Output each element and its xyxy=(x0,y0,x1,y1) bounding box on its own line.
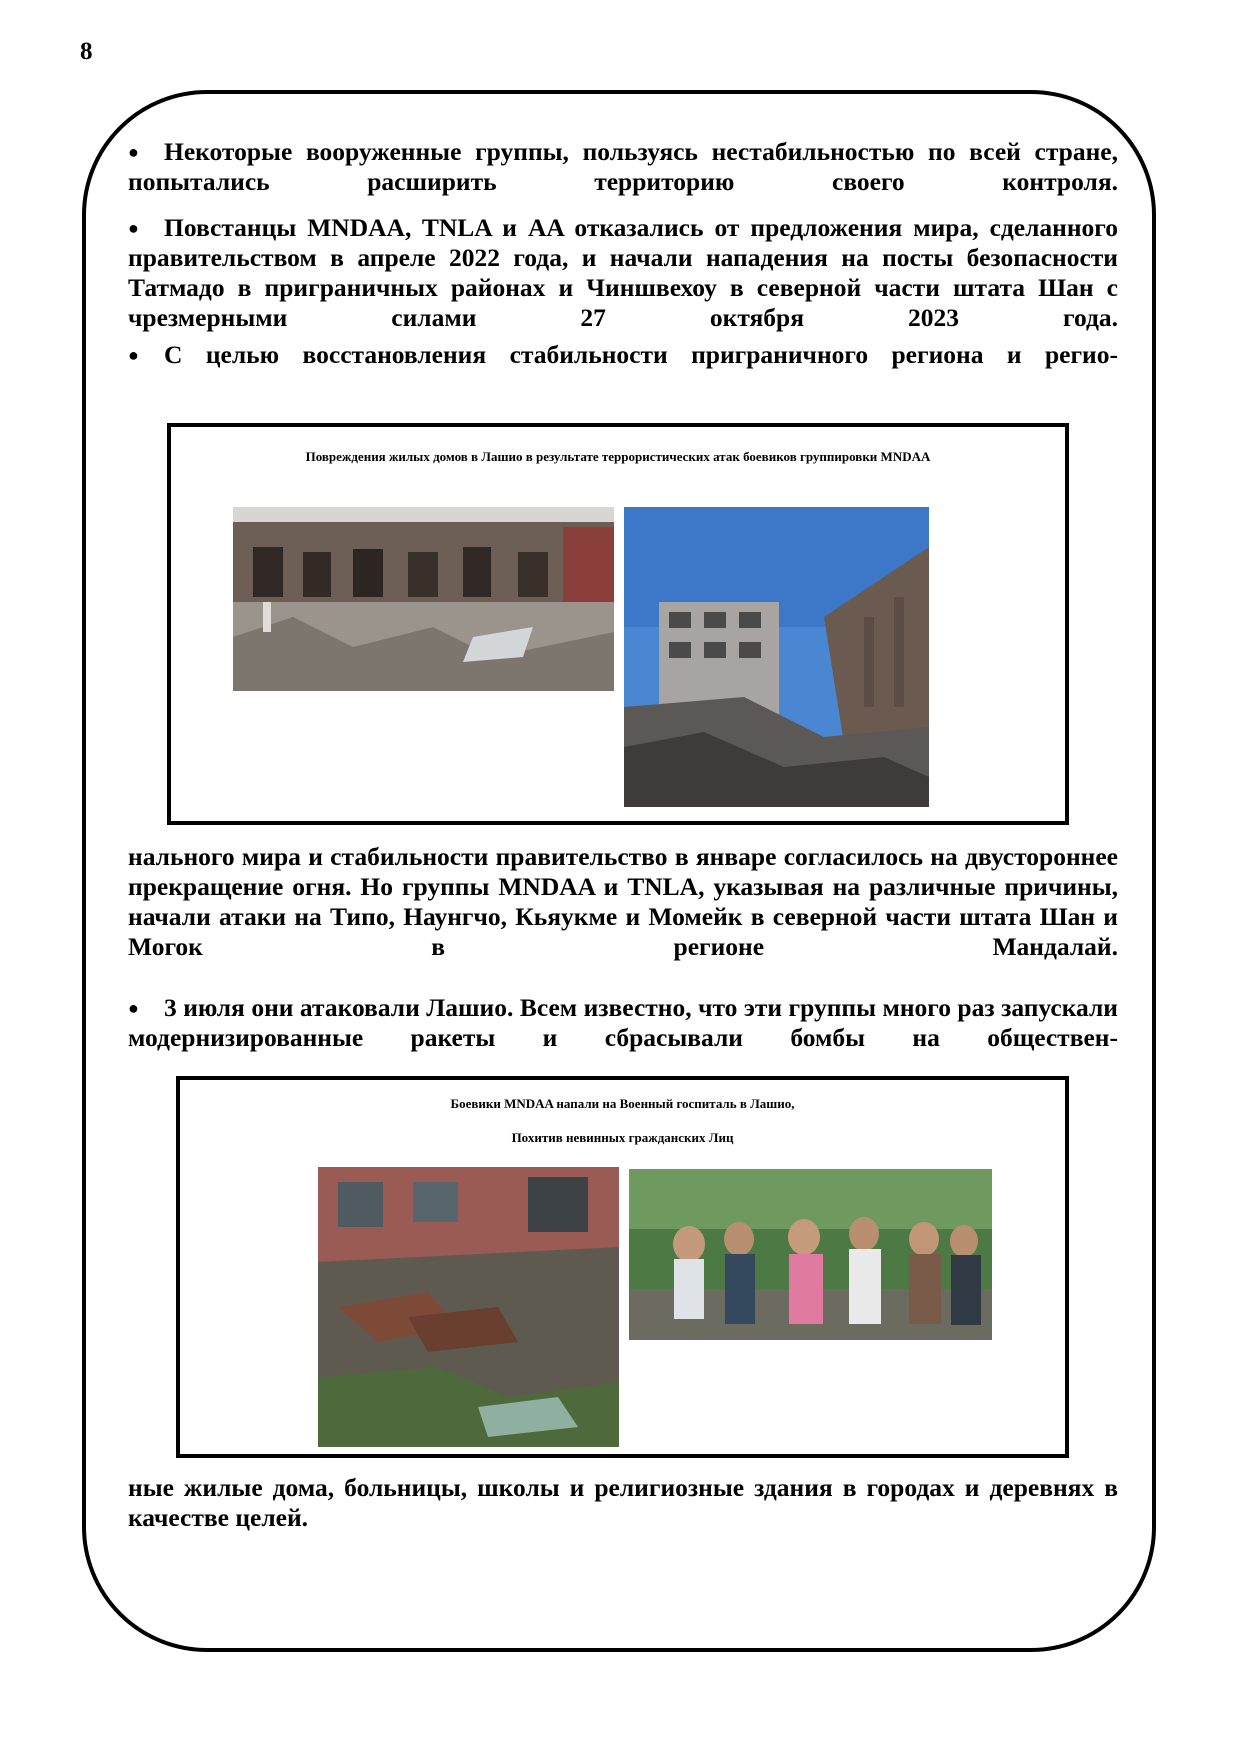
paragraph-3-end xyxy=(128,842,1118,962)
figure-2 xyxy=(176,1076,1069,1458)
figure-2-caption-line-1: Боевики MNDAA напали на Военный госпиталь в Лашио, xyxy=(450,1096,795,1111)
hospital-attack-photo xyxy=(318,1167,619,1447)
figure-1-caption: Повреждения жилых домов в Лашио в результате террористических атак боевиков группировки MNDAA xyxy=(305,449,931,464)
bullet-icon: ● xyxy=(128,218,139,238)
bullet-icon: ● xyxy=(128,142,139,162)
damaged-street-photo xyxy=(233,507,614,691)
paragraph-4-start xyxy=(128,993,1118,1053)
paragraph-1 xyxy=(128,137,1118,197)
bullet-icon: ● xyxy=(128,345,139,365)
paragraph-4-start-text: 3 июля они атаковали Лашио. Всем известно, что эти группы много раз запускали модернизированные ракеты и сбрасывали бомбы на обществен- xyxy=(128,993,1118,1052)
paragraph-2-text: Повстанцы MNDAA, TNLA и AA отказались от предложения мира, сделанного правительством в апреле 2022 года, и начали нападения на посты безопасности Татмадо в приграничных районах и Чиншвехоу в северной части штата Шан с чрезмерными силами 27 октября 2023 года. xyxy=(128,213,1118,332)
paragraph-3-end-text: нального мира и стабильности правительство в январе согласилось на двустороннее прекращение огня. Но группы MNDAA и TNLA, указывая на различные причины, начали атаки на Типо, Наунгчо, Кьяукме и Момейк в северной части штата Шан и Могок в регионе Мандалай. xyxy=(128,842,1118,961)
figure-1 xyxy=(167,423,1069,825)
paragraph-3-start-text: С целью восстановления стабильности приграничного региона и регио- xyxy=(164,340,1118,369)
page-number: 8 xyxy=(80,38,93,65)
paragraph-1-text: Некоторые вооруженные группы, пользуясь нестабильностью по всей стране, попытались расширить территорию своего контроля. xyxy=(128,137,1118,196)
bullet-icon: ● xyxy=(128,998,139,1018)
paragraph-2 xyxy=(128,213,1118,333)
paragraph-4-end xyxy=(128,1473,1118,1533)
abducted-civilians-photo xyxy=(629,1169,992,1340)
paragraph-3-start xyxy=(128,340,1118,370)
figure-2-caption-line-2: Похитив невинных гражданских Лиц xyxy=(511,1130,734,1145)
collapsed-building-photo xyxy=(624,507,929,807)
paragraph-4-end-text: ные жилые дома, больницы, школы и религиозные здания в городах и деревнях в качестве целей. xyxy=(128,1473,1118,1532)
